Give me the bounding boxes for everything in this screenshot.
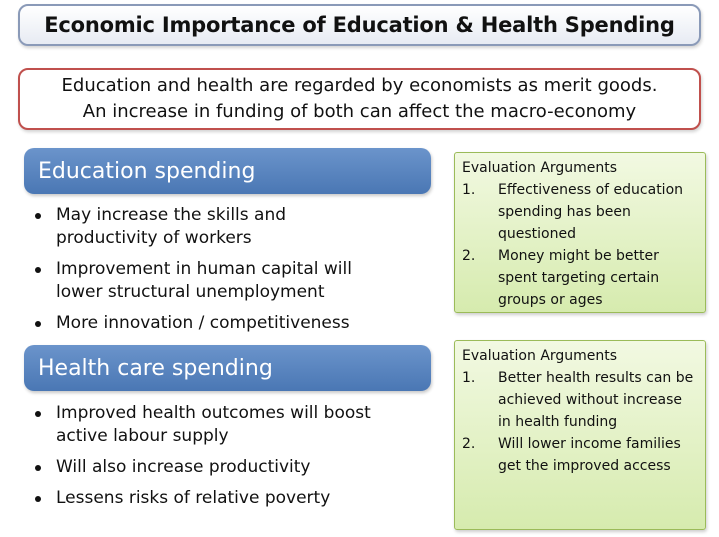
health-bullet <box>30 487 371 510</box>
evaluation-item-number: 1. <box>462 182 476 198</box>
health-care-spending-header <box>24 345 431 391</box>
evaluation-item-text: Better health results can be achieved without increase in health funding <box>498 370 694 430</box>
evaluation-item-text: Will lower income families get the improved access <box>498 436 681 474</box>
health-bullet-text: Lessens risks of relative poverty <box>56 488 331 508</box>
health-evaluation-list <box>462 367 697 477</box>
education-bullet <box>30 258 352 304</box>
health-heading: Health care spending <box>38 355 273 381</box>
title-banner <box>18 4 701 46</box>
health-bullet-list <box>30 402 371 518</box>
education-spending-header <box>24 148 431 194</box>
intro-line-2: An increase in funding of both can affect the macro-economy <box>82 101 637 122</box>
education-bullet-text: May increase the skills and <box>56 205 287 225</box>
health-bullet <box>30 402 371 448</box>
education-bullet-text: More innovation / competitiveness <box>56 313 350 333</box>
education-bullet <box>30 312 352 335</box>
evaluation-item <box>462 179 697 245</box>
education-heading: Education spending <box>38 158 256 184</box>
health-evaluation-box <box>454 340 706 530</box>
education-bullet-list <box>30 204 352 343</box>
health-evaluation-heading: Evaluation Arguments <box>462 348 618 364</box>
evaluation-item <box>462 245 697 311</box>
education-bullet-text: Improvement in human capital will <box>56 259 352 279</box>
evaluation-item-number: 1. <box>462 370 476 386</box>
evaluation-item-number: 2. <box>462 248 476 264</box>
evaluation-item-number: 2. <box>462 436 476 452</box>
intro-line-1: Education and health are regarded by economists as merit goods. <box>61 75 658 96</box>
education-bullet <box>30 204 352 250</box>
education-evaluation-box <box>454 152 706 313</box>
education-bullet-text: lower structural unemployment <box>56 282 325 302</box>
page-title: Economic Importance of Education & Health Spending <box>44 13 675 37</box>
health-bullet-text: active labour supply <box>56 426 229 446</box>
evaluation-item-text: Effectiveness of education spending has been questioned <box>498 182 684 242</box>
health-bullet-text: Improved health outcomes will boost <box>56 403 371 423</box>
evaluation-item <box>462 367 697 433</box>
intro-box <box>18 68 701 130</box>
education-evaluation-heading: Evaluation Arguments <box>462 160 618 176</box>
health-bullet <box>30 456 371 479</box>
evaluation-item <box>462 433 697 477</box>
health-bullet-text: Will also increase productivity <box>56 457 311 477</box>
education-evaluation-list <box>462 179 697 311</box>
education-bullet-text: productivity of workers <box>56 228 252 248</box>
evaluation-item-text: Money might be better spent targeting certain groups or ages <box>498 248 660 308</box>
